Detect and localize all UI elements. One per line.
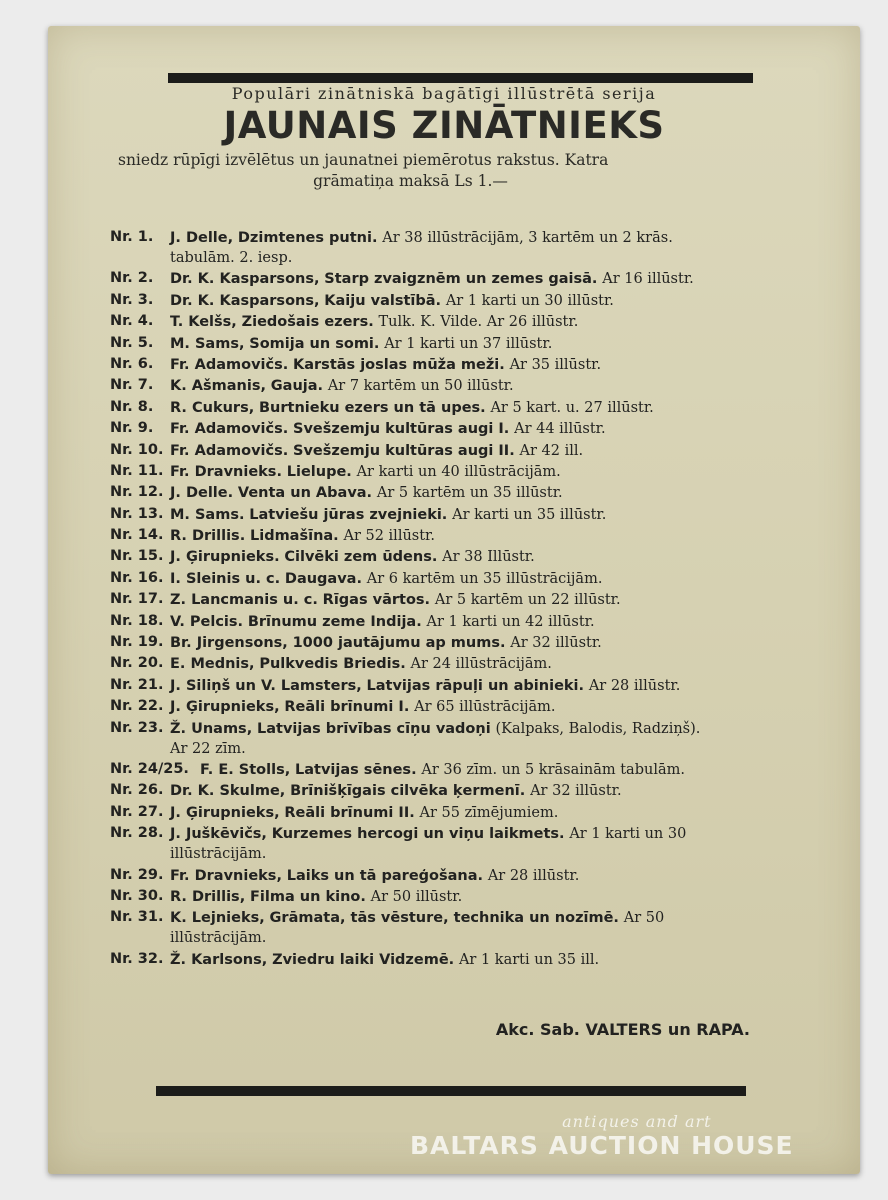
entry-work: Kaiju valstībā. [324, 292, 442, 309]
entry-work: Reāli brīnumi II. [284, 804, 415, 821]
entry-author: Fr. Dravnieks, [170, 867, 282, 884]
entry-info: Ar 5 kart. u. 27 illūstr. [490, 399, 654, 416]
entry-text [170, 526, 710, 546]
entry-text [170, 887, 710, 907]
entry-author: Fr. Dravnieks. [170, 463, 282, 480]
entry-number: Nr. 9. [110, 420, 154, 437]
entry-number: Nr. 17. [110, 591, 164, 608]
entry-text [170, 462, 710, 482]
entry-number: Nr. 20. [110, 655, 164, 672]
list-item [110, 697, 710, 717]
list-item [110, 312, 710, 332]
entry-author: F. E. Stolls, [200, 761, 291, 778]
entry-text [170, 334, 710, 354]
entry-work: Brīnišķīgais cilvēka ķermenī. [290, 783, 526, 800]
entry-author: Dr. K. Kasparsons, [170, 271, 320, 288]
entry-text [170, 569, 710, 589]
list-item [110, 334, 710, 354]
entry-text [170, 719, 710, 759]
entry-number: Nr. 18. [110, 612, 164, 629]
entry-number: Nr. 3. [110, 291, 154, 308]
list-item [110, 547, 710, 567]
entry-work: Latviešu jūras zvejnieki. [249, 506, 448, 523]
entry-work: Laiks un tā pareģošana. [286, 867, 484, 884]
list-item [110, 866, 710, 886]
entry-text [170, 590, 710, 610]
entry-text [170, 633, 710, 653]
entry-work: Grāmata, tās vēsture, technika un nozīmē. [269, 910, 619, 927]
entry-author: Dr. K. Skulme, [170, 783, 286, 800]
entry-author: Dr. K. Kasparsons, [170, 292, 320, 309]
entry-text [170, 803, 710, 823]
entry-info: Ar 65 illūstrācijām. [414, 699, 556, 716]
entry-info: Ar 28 illūstr. [487, 867, 580, 884]
series-title: JAUNAIS ZINĀTNIEKS [223, 104, 665, 147]
entry-work: Starp zvaigznēm un zemes gaisā. [324, 271, 598, 288]
entry-work: Reāli brīnumi I. [284, 699, 410, 716]
entry-work: Gauja. [270, 378, 324, 395]
entry-work: Svešzemju kultūras augi II. [293, 442, 515, 459]
entry-number: Nr. 5. [110, 334, 154, 351]
series-subtitle: Populāri zinātniskā bagātīgi illūstrētā serija [231, 84, 657, 103]
entry-number: Nr. 22. [110, 698, 164, 715]
entry-info: Ar 28 illūstr. [588, 677, 681, 694]
entry-text [170, 547, 710, 567]
entry-number: Nr. 19. [110, 634, 164, 651]
entry-author: J. Siliņš un V. Lamsters, [170, 677, 362, 694]
entry-info: Ar 36 zīm. un 5 krāsainām tabulām. [421, 761, 685, 778]
entry-info: Ar 1 karti un 30 illūstr. [445, 292, 614, 309]
entry-number: Nr. 14. [110, 527, 164, 544]
entry-author: Ž. Karlsons, [170, 951, 268, 968]
entry-text [170, 950, 710, 970]
entry-work: Latvijas sēnes. [295, 761, 417, 778]
entry-info: Ar 38 Illūstr. [442, 549, 535, 566]
list-item [110, 483, 710, 503]
entry-author: Fr. Adamovičs. [170, 356, 289, 373]
entry-number: Nr. 8. [110, 398, 154, 415]
entry-text [170, 441, 710, 461]
entry-number: Nr. 2. [110, 270, 154, 287]
list-item [110, 803, 710, 823]
list-item [110, 569, 710, 589]
entry-info: Ar 7 kartēm un 50 illūstr. [327, 378, 514, 395]
list-item [110, 781, 710, 801]
list-item [110, 719, 710, 759]
list-item [110, 590, 710, 610]
entry-info: Ar 38 illūstrācijām, 3 kartēm un 2 krās. tabulām. 2. iesp. [170, 230, 673, 266]
intro-line-2: grāmatiņa maksā Ls 1.— [313, 172, 508, 190]
bottom-rule [156, 1086, 746, 1096]
entry-author: J. Ģirupnieks. [170, 549, 280, 566]
entry-number: Nr. 6. [110, 355, 154, 372]
list-item [110, 676, 710, 696]
entry-info: Ar 1 karti un 30 illūstrācijām. [170, 826, 687, 863]
entry-work: Ziedošais ezers. [241, 314, 374, 331]
entry-text [170, 676, 710, 696]
entry-text [170, 419, 710, 439]
entry-info: (Kalpaks, Balodis, Radziņš). Ar 22 zīm. [170, 720, 701, 757]
watermark [410, 1112, 794, 1160]
entry-number: Nr. 24/25. [110, 760, 189, 777]
entry-info: Tulk. K. Vilde. Ar 26 illūstr. [378, 314, 579, 331]
entry-number: Nr. 21. [110, 676, 164, 693]
entry-author: K. Lejnieks, [170, 910, 265, 927]
entry-work: Lidmašīna. [249, 528, 339, 545]
entry-work: Venta un Abava. [237, 485, 373, 502]
list-item [110, 441, 710, 461]
entry-text [170, 824, 710, 864]
entry-author: M. Sams. [170, 506, 245, 523]
list-item [110, 291, 710, 311]
entry-author: R. Drillis, [170, 888, 246, 905]
entry-author: J. Juškēvičs, [170, 826, 267, 843]
entry-author: J. Ģirupnieks, [170, 804, 280, 821]
entry-text [170, 312, 710, 332]
entry-number: Nr. 13. [110, 505, 164, 522]
list-item [110, 887, 710, 907]
entry-info: Ar 44 illūstr. [514, 421, 606, 438]
entry-author: R. Cukurs, [170, 399, 255, 416]
list-item [110, 269, 710, 289]
entry-work: 1000 jautājumu ap mums. [292, 635, 506, 652]
list-item [110, 654, 710, 674]
entry-number: Nr. 12. [110, 484, 164, 501]
list-item [110, 633, 710, 653]
entry-text [170, 269, 710, 289]
entry-number: Nr. 7. [110, 377, 154, 394]
entry-work: Daugava. [284, 570, 362, 587]
intro-line-1: sniedz rūpīgi izvēlētus un jaunatnei piemērotus rakstus. Katra [118, 151, 609, 169]
entry-number: Nr. 23. [110, 719, 164, 736]
entry-work: Kurzemes hercogi un viņu laikmets. [271, 826, 565, 843]
watermark-tagline: antiques and art [562, 1112, 712, 1131]
entry-info: Ar 32 illūstr. [530, 783, 622, 800]
entry-number: Nr. 29. [110, 866, 164, 883]
entry-author: I. Sleinis u. c. [170, 570, 281, 587]
entry-text [170, 654, 710, 674]
entry-number: Nr. 10. [110, 441, 164, 458]
entry-number: Nr. 11. [110, 462, 164, 479]
entry-text [170, 866, 710, 886]
list-item [110, 908, 710, 948]
entry-number: Nr. 27. [110, 803, 164, 820]
entry-author: M. Sams, [170, 335, 245, 352]
entry-number: Nr. 15. [110, 548, 164, 565]
entry-info: Ar 1 karti un 42 illūstr. [426, 613, 595, 630]
list-item [110, 526, 710, 546]
entry-text [200, 760, 710, 780]
entry-text [170, 355, 710, 375]
list-item [110, 419, 710, 439]
watermark-logo-text: BALTARS AUCTION HOUSE [410, 1131, 794, 1160]
entry-info: Ar 50 illūstrācijām. [170, 910, 665, 947]
entry-work: Latvijas rāpuļi un abinieki. [366, 677, 585, 694]
entry-info: Ar 55 zīmējumiem. [419, 804, 559, 821]
publisher-name: Akc. Sab. VALTERS un RAPA. [495, 1020, 750, 1039]
entry-author: Ž. Unams, [170, 720, 253, 737]
series-intro [118, 150, 703, 192]
list-item [110, 462, 710, 482]
entry-work: Burtnieku ezers un tā upes. [259, 399, 486, 416]
entry-work: Karstās joslas mūža meži. [293, 356, 505, 373]
entry-work: Dzimtenes putni. [237, 230, 378, 246]
entry-text [170, 697, 710, 717]
entry-work: Zviedru laiki Vidzemē. [272, 951, 455, 968]
entry-info: Ar 35 illūstr. [509, 356, 602, 373]
book-list [110, 228, 710, 971]
entry-info: Ar 16 illūstr. [602, 271, 694, 288]
entry-author: Br. Jirgensons, [170, 635, 288, 652]
entry-number: Nr. 16. [110, 569, 164, 586]
list-item [110, 355, 710, 375]
entry-author: Fr. Adamovičs. [170, 442, 289, 459]
entry-work: Rīgas vārtos. [322, 592, 431, 609]
entry-info: Ar 5 kartēm un 35 illūstr. [376, 485, 563, 502]
entry-text [170, 398, 710, 418]
list-item [110, 612, 710, 632]
entry-work: Latvijas brīvības cīņu vadoņi [256, 720, 491, 737]
entry-work: Lielupe. [286, 463, 352, 480]
entry-info: Ar 50 illūstr. [370, 888, 463, 905]
list-item [110, 824, 710, 864]
entry-author: J. Delle, [170, 230, 234, 246]
entry-work: Brīnumu zeme Indija. [247, 613, 422, 630]
list-item [110, 376, 710, 396]
entry-info: Ar 24 illūstrācijām. [410, 656, 552, 673]
entry-author: Z. Lancmanis u. c. [170, 592, 318, 609]
entry-info: Ar 6 kartēm un 35 illūstrācijām. [366, 570, 603, 587]
entry-info: Ar karti un 40 illūstrācijām. [356, 463, 561, 480]
entry-author: V. Pelcis. [170, 613, 244, 630]
entry-info: Ar 42 ill. [519, 442, 584, 459]
entry-work: Svešzemju kultūras augi I. [293, 421, 510, 438]
entry-author: E. Mednis, [170, 656, 255, 673]
entry-info: Ar 1 karti un 35 ill. [458, 951, 600, 968]
entry-text [170, 483, 710, 503]
entry-author: R. Drillis. [170, 528, 246, 545]
top-rule [168, 73, 753, 83]
entry-text [170, 781, 710, 801]
list-item [110, 950, 710, 970]
list-item [110, 760, 710, 780]
entry-number: Nr. 31. [110, 909, 164, 926]
entry-text [170, 612, 710, 632]
entry-info: Ar 5 kartēm un 22 illūstr. [434, 592, 621, 609]
entry-info: Ar 32 illūstr. [510, 635, 602, 652]
entry-author: J. Delle. [170, 485, 234, 502]
entry-info: Ar karti un 35 illūstr. [452, 506, 607, 523]
entry-info: Ar 1 karti un 37 illūstr. [384, 335, 553, 352]
entry-number: Nr. 32. [110, 950, 164, 967]
entry-number: Nr. 1. [110, 229, 154, 245]
entry-number: Nr. 26. [110, 782, 164, 799]
list-item [110, 398, 710, 418]
list-item [110, 228, 710, 268]
entry-work: Filma un kino. [249, 888, 366, 905]
entry-work: Somija un somi. [249, 335, 380, 352]
entry-author: K. Ašmanis, [170, 378, 266, 395]
list-item [110, 505, 710, 525]
entry-work: Cilvēki zem ūdens. [284, 549, 438, 566]
entry-number: Nr. 30. [110, 887, 164, 904]
entry-text [170, 908, 710, 948]
entry-author: T. Kelšs, [170, 314, 237, 331]
entry-work: Pulkvedis Briedis. [259, 656, 406, 673]
entry-text [170, 376, 710, 396]
entry-author: J. Ģirupnieks, [170, 699, 280, 716]
entry-author: Fr. Adamovičs. [170, 421, 289, 438]
entry-info: Ar 52 illūstr. [343, 528, 436, 545]
entry-number: Nr. 28. [110, 825, 164, 842]
entry-text [170, 291, 710, 311]
entry-text [170, 228, 710, 268]
entry-number: Nr. 4. [110, 313, 154, 330]
entry-text [170, 505, 710, 525]
